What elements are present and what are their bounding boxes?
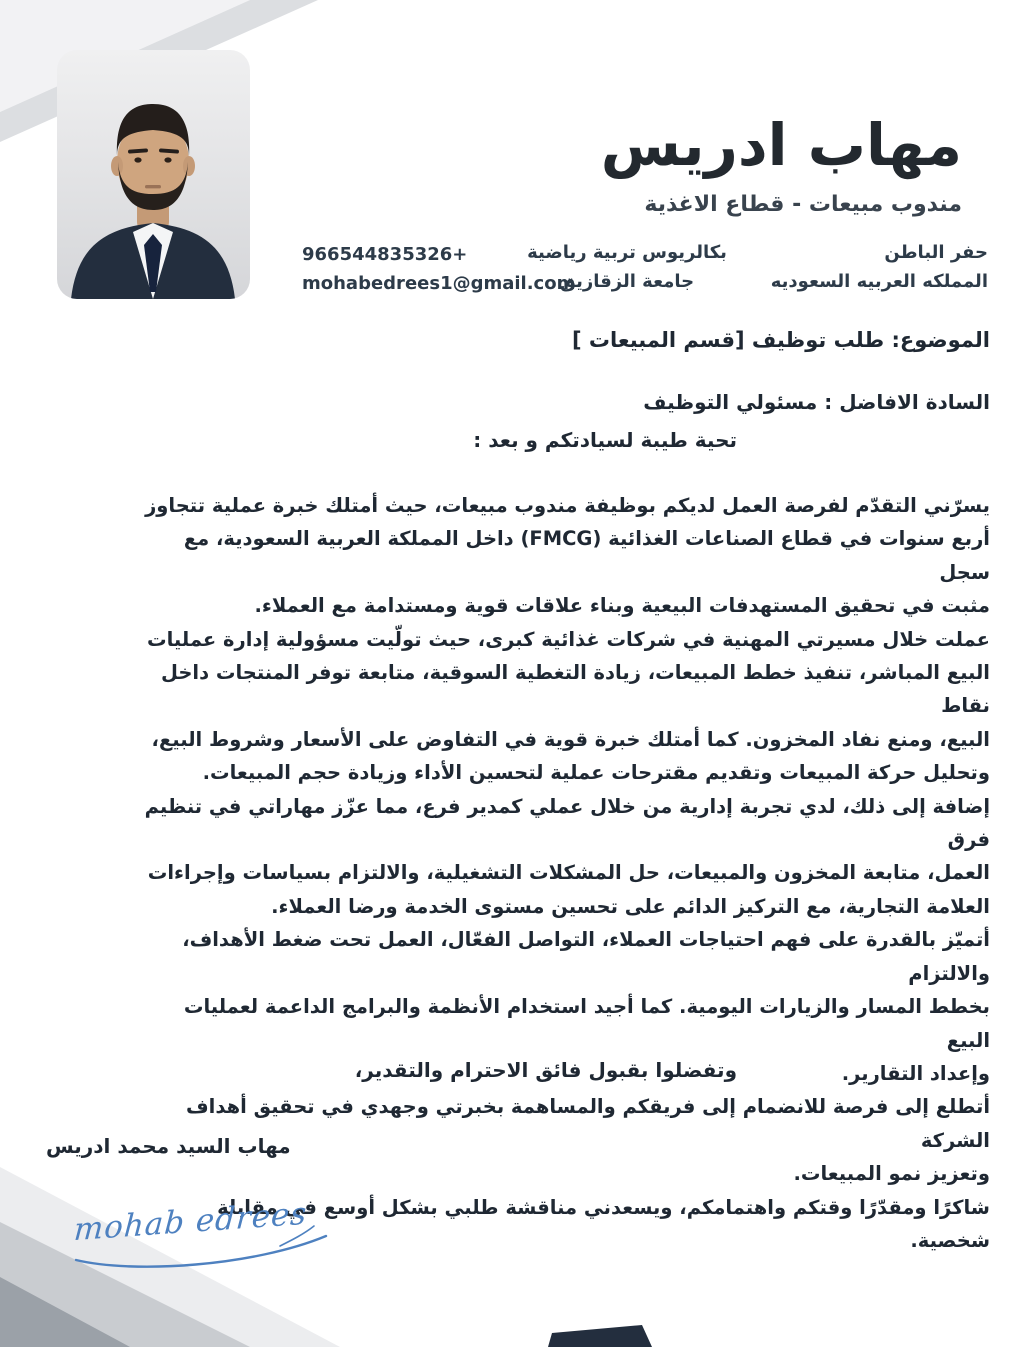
letter-line: أتميّز بالقدرة على فهم احتياجات العملاء، التواصل الفعّال، العمل تحت ضغط الأهداف، والالتزام [182, 928, 990, 985]
contact-location [771, 238, 988, 296]
phone-number: +966544835326 [302, 244, 468, 265]
location-country: المملكه العربيه السعوديه [770, 271, 988, 292]
candidate-name: مهاب ادريس [600, 111, 962, 179]
letter-line: بخطط المسار والزيارات اليومية. كما أجيد استخدام الأنظمة والبرامج الداعمة لعمليات البيع [183, 995, 990, 1052]
letter-line: إضافة إلى ذلك، لدي تجربة إدارية من خلال عملي كمدير فرع، مما عزّز مهاراتي في تنظيم فرق [144, 794, 990, 852]
letter-line: البيع، ومنع نفاد المخزون. كما أمتلك خبرة قوية في التفاوض على الأسعار وشروط البيع، [151, 727, 990, 751]
letter-line: وتحليل حركة المبيعات وتقديم مقترحات عملية لتحسين الأداء وزيادة حجم المبيعات. [202, 761, 990, 785]
letter-line: يسرّني التقدّم لفرصة العمل لديكم بوظيفة مندوب مبيعات، حيث أمتلك خبرة عملية تتجاوز [145, 494, 990, 517]
signature [64, 1196, 344, 1288]
education-university: جامعة الزقازيق [559, 271, 695, 292]
letter-line: مثبت في تحقيق المستهدفات البيعية وبناء علاقات قوية ومستدامة مع العملاء. [254, 594, 990, 618]
signature-script: mohab edrees [72, 1195, 309, 1249]
closing-line: وتفضلوا بقبول فائق الاحترام والتقدير، [354, 1058, 737, 1082]
education-degree: بكالريوس تربية رياضية [527, 242, 727, 263]
bottom-accent-shape [548, 1324, 652, 1347]
candidate-title: مندوب مبيعات - قطاع الاغذية [644, 192, 962, 217]
letter-line: وإعداد التقارير. [841, 1061, 990, 1085]
signer-name: مهاب السيد محمد ادريس [46, 1134, 291, 1158]
letter-line: البيع المباشر، تنفيذ خطط المبيعات، زيادة التغطية السوقية، متابعة توفر المنتجات داخل نقاط [160, 661, 990, 718]
greeting-line: تحية طيبة لسيادتكم و بعد : [473, 428, 737, 452]
email-address: mohabedrees1@gmail.com [302, 273, 576, 294]
contact-phone-email [302, 240, 575, 298]
letter-line: عملت خلال مسيرتي المهنية في شركات غذائية كبرى، حيث تولّيت مسؤولية إدارة عمليات [147, 627, 990, 651]
letter-line: شاكرًا ومقدّرًا وقتكم واهتمامكم، ويسعدني مناقشة طلبي بشكل أوسع في مقابلة شخصية. [217, 1195, 990, 1252]
letter-line: العلامة التجارية، مع التركيز الدائم على تحسين مستوى الخدمة ورضا العملاء. [271, 894, 990, 918]
location-city: حفر الباطن [884, 242, 988, 263]
letter-line: وتعزيز نمو المبيعات. [793, 1162, 990, 1186]
profile-photo [57, 50, 250, 299]
subject-line: الموضوع: طلب توظيف [قسم المبيعات ] [571, 328, 990, 352]
letter-line: أربع سنوات في قطاع الصناعات الغذائية (FMCG) داخل المملكة العربية السعودية، مع سجل [183, 527, 990, 584]
letter-line: أتطلع إلى فرصة للانضمام إلى فريقكم والمساهمة بخبرتي وجهدي في تحقيق أهداف الشركة [186, 1095, 990, 1152]
salutation-line: السادة الافاضل : مسئولي التوظيف [643, 390, 990, 414]
letter-line: العمل، متابعة المخزون والمبيعات، حل المشكلات التشغيلية، والالتزام بسياسات وإجراءات [147, 861, 990, 885]
